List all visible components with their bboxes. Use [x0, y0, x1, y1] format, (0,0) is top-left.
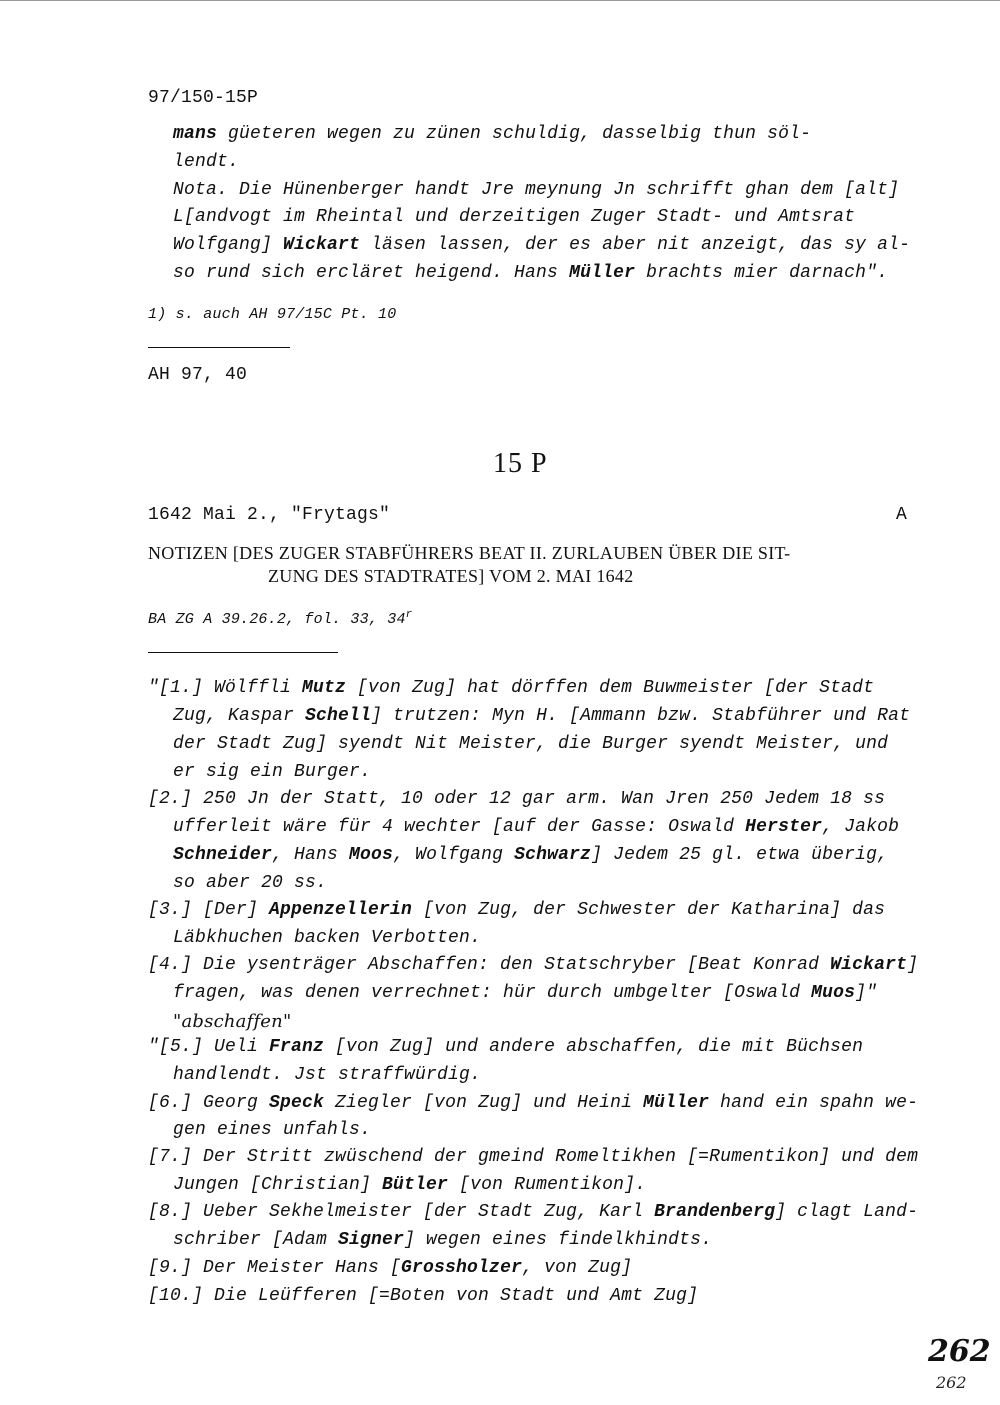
item-1-line-3: der Stadt Zug] syendt Nit Meister, die Burger syendt Meister, und [173, 734, 889, 754]
intro-line-4: L[andvogt im Rheintal und derzeitigen Zuger Stadt- und Amtsrat [173, 207, 856, 227]
item-4-line-3: "abschaffen" [173, 1011, 292, 1032]
item-10-line-1: [10.] Die Leüfferen [=Boten von Stadt und Amt Zug] [148, 1286, 699, 1306]
item-2-line-3: Schneider, Hans Moos, Wolfgang Schwarz] Jedem 25 gl. etwa überig, [173, 845, 889, 865]
intro-line-3: Nota. Die Hünenberger handt Jre meynung Jn schrifft ghan dem [alt] [173, 180, 900, 200]
item-8-line-2: schriber [Adam Signer] wegen eines findelkhindts. [173, 1230, 713, 1250]
heading-line-2: ZUNG DES STADTRATES] VOM 2. MAI 1642 [268, 566, 634, 586]
source-reference: BA ZG A 39.26.2, fol. 33, 34$^r$ [148, 609, 413, 628]
item-2-line-1: [2.] 250 Jn der Statt, 10 oder 12 gar arm. Wan Jren 250 Jedem 18 ss [148, 789, 886, 809]
top-border [0, 0, 1000, 1]
page-number-small: 262 [936, 1373, 967, 1392]
item-1-line-1: "[1.] Wölffli Mutz [von Zug] hat dörffen dem Buwmeister [der Stadt [148, 678, 875, 698]
intro-line-6: so rund sich ercläret heigend. Hans Müller brachts mier darnach". [173, 263, 889, 283]
date-line: 1642 Mai 2., "Frytags" [148, 505, 391, 525]
item-4-line-2: fragen, was denen verrechnet: hür durch umbgelter [Oswald Muos]" [173, 983, 878, 1003]
item-3-line-2: Läbkhuchen backen Verbotten. [173, 928, 482, 948]
item-1-line-2: Zug, Kaspar Schell] trutzen: Myn H. [Ammann bzw. Stabführer und Rat [173, 706, 911, 726]
separator-rule-2 [148, 652, 338, 653]
item-1-line-4: er sig ein Burger. [173, 762, 372, 782]
document-type: A [896, 505, 908, 525]
intro-line-5: Wolfgang] Wickart läsen lassen, der es aber nit anzeigt, das sy al- [173, 235, 911, 255]
item-3-line-1: [3.] [Der] Appenzellerin [von Zug, der Schwester der Katharina] das [148, 900, 886, 920]
item-2-line-2: ufferleit wäre für 4 wechter [auf der Gasse: Oswald Herster, Jakob [173, 817, 900, 837]
document-number: 15 P [493, 448, 548, 479]
item-7-line-1: [7.] Der Stritt zwüschend der gmeind Romeltikhen [=Rumentikon] und dem [148, 1147, 919, 1167]
archive-reference: AH 97, 40 [148, 365, 248, 385]
item-8-line-1: [8.] Ueber Sekhelmeister [der Stadt Zug, Karl Brandenberg] clagt Land- [148, 1202, 919, 1222]
item-5-line-2: handlendt. Jst straffwürdig. [173, 1065, 482, 1085]
item-5-line-1: "[5.] Ueli Franz [von Zug] und andere abschaffen, die mit Büchsen [148, 1037, 864, 1057]
item-6-line-1: [6.] Georg Speck Ziegler [von Zug] und Heini Müller hand ein spahn we- [148, 1093, 919, 1113]
item-6-line-2: gen eines unfahls. [173, 1120, 372, 1140]
item-9-line-1: [9.] Der Meister Hans [Grossholzer, von Zug] [148, 1258, 633, 1278]
item-4-line-1: [4.] Die ysenträger Abschaffen: den Statschryber [Beat Konrad Wickart] [148, 955, 919, 975]
intro-line-2: lendt. [173, 152, 240, 172]
separator-rule-1 [148, 347, 290, 348]
item-7-line-2: Jungen [Christian] Bütler [von Rumentikon]. [173, 1175, 647, 1195]
reference-number: 97/150-15P [148, 88, 259, 108]
item-2-line-4: so aber 20 ss. [173, 873, 328, 893]
heading-line-1: NOTIZEN [DES ZUGER STABFÜHRERS BEAT II. ZURLAUBEN ÜBER DIE SIT- [148, 543, 791, 563]
intro-line-1: mans güeteren wegen zu zünen schuldig, dasselbig thun söl- [173, 124, 812, 144]
footnote: 1) s. auch AH 97/15C Pt. 10 [148, 306, 397, 323]
page-number-handwritten: 262 [928, 1334, 991, 1369]
